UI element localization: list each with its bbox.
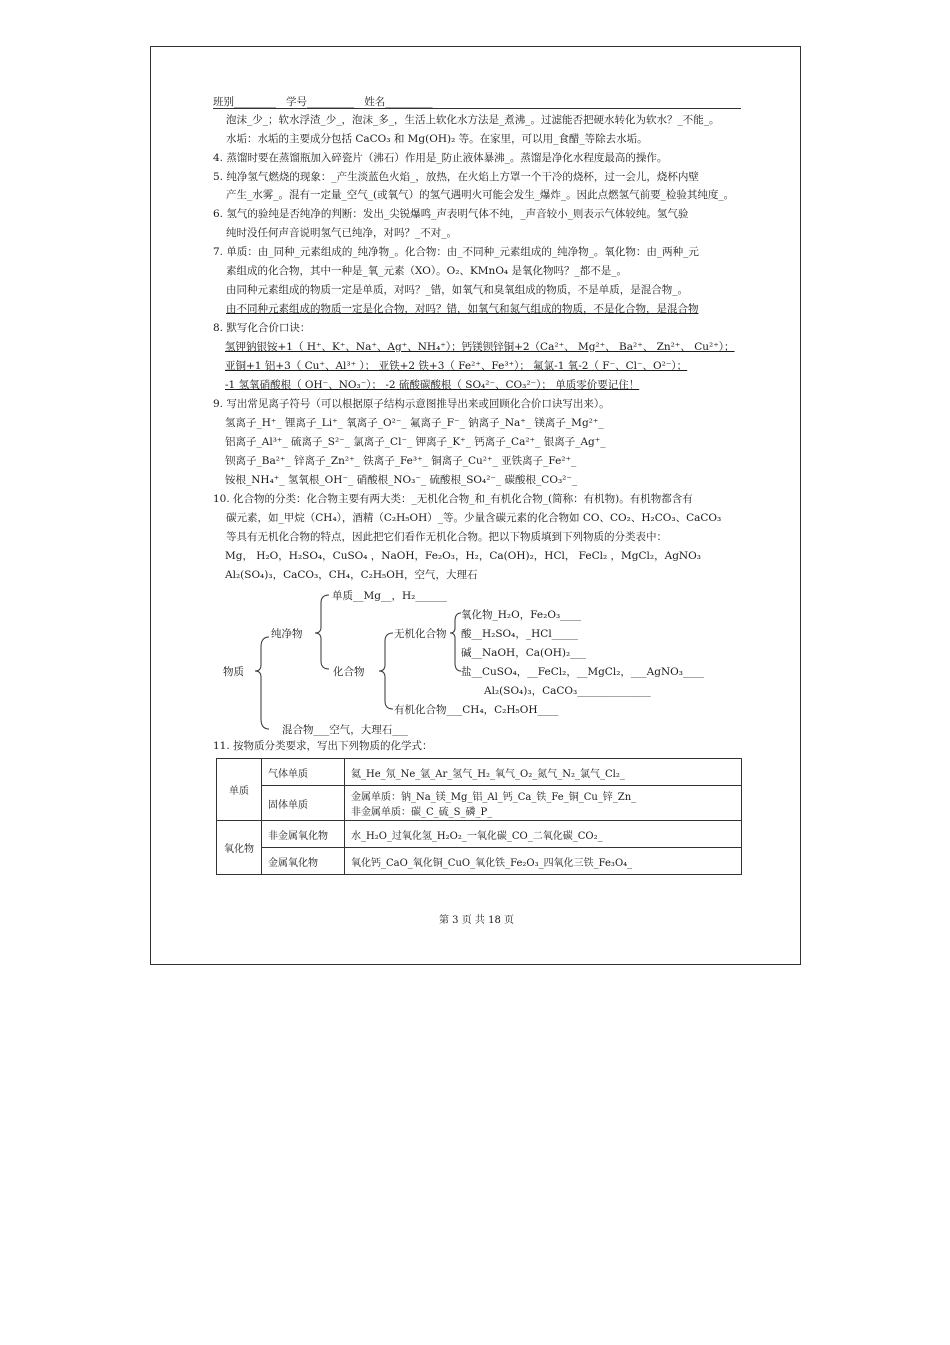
text-line: 钡离子_Ba²⁺_ 锌离子_Zn²⁺_ 铁离子_Fe³⁺_ 铜离子_Cu²⁺_ 亚铁离子_Fe²⁺_ [225, 455, 577, 467]
text-line: 氢离子_H⁺_ 锂离子_Li⁺_ 氧离子_O²⁻_ 氟离子_F⁻_ 钠离子_Na⁺_ 镁离子_Mg²⁺_ [225, 417, 604, 429]
text-line: Mg， H₂O，H₂SO₄，CuSO₄ ，NaOH，Fe₂O₃，H₂，Ca(OH)₂，HCl， FeCl₂ ，MgCl₂，AgNO₃ [225, 550, 701, 562]
table-cell-value: 水_H₂O_过氧化氢_H₂O₂_一氧化碳_CO_二氧化碳_CO₂_ [345, 821, 742, 848]
table-cell-value: 氦_He_氖_Ne_氩_Ar_氢气_H₂_氧气_O₂_氮气_N₂_氯气_Cl₂_ [345, 759, 742, 786]
tree-mixture: 混合物___空气，大理石___ [282, 724, 408, 736]
text-line: 铵根_NH₄⁺_ 氢氧根_OH⁻_ 硝酸根_NO₃⁻_ 硫酸根_SO₄²⁻_ 碳酸根_CO₃²⁻_ [225, 474, 578, 486]
table-cell-label: 固体单质 [262, 786, 345, 821]
tree-pure: 纯净物 [271, 628, 303, 640]
table-cell-category: 氧化物 [217, 821, 262, 875]
class-label: 班别________ [213, 96, 276, 108]
text-line: 素组成的化合物，其中一种是_氧_元素（XO）。O₂、KMnO₄ 是氧化物吗？_都不是_。 [226, 265, 627, 277]
id-label: 学号_________ [286, 96, 355, 108]
text-line: 纯时没任何声音说明氢气已纯净，对吗？_不对_。 [226, 227, 457, 239]
table-row [217, 786, 742, 821]
table-cell-category: 单质 [217, 759, 262, 821]
text-line: 由同种元素组成的物质一定是单质，对吗？_错，如氧气和臭氧组成的物质，不是单质，是混合物_。 [226, 284, 688, 296]
classification-table [216, 758, 742, 875]
tree-salt: 盐__CuSO₄，__FeCl₂，__MgCl₂，___AgNO₃____ [461, 666, 704, 678]
text-line: 8. 默写化合价口诀： [213, 322, 311, 334]
text-line: 泡沫_少_；软水浮渣_少_，泡沫_多_，生活上软化水方法是_煮沸_。过滤能否把硬水转化为软水？_不能_。 [226, 114, 720, 126]
tree-oxide: 氧化物_H₂O，Fe₂O₃____ [461, 609, 582, 621]
table-row [217, 821, 742, 848]
text-line: 5. 纯净氢气燃烧的现象：_产生淡蓝色火焰_，放热，在火焰上方罩一个干冷的烧杯，过一会儿，烧杯内壁 [213, 171, 699, 183]
text-line: 等具有无机化合物的特点，因此把它们看作无机化合物。把以下物质填到下列物质的分类表中： [226, 531, 667, 543]
text-line: 9. 写出常见离子符号（可以根据原子结构示意图推导出来或回顾化合价口诀写出来）。 [213, 398, 610, 410]
tree-organic: 有机化合物___CH₄，C₂H₅OH____ [394, 704, 559, 716]
tree-root: 物质 [223, 666, 244, 678]
document-page [150, 46, 801, 965]
text-line: 4. 蒸馏时要在蒸馏瓶加入碎瓷片（沸石）作用是_防止液体暴沸_。蒸馏是净化水程度最高的操作。 [213, 152, 668, 164]
table-cell-label: 非金属氧化物 [262, 821, 345, 848]
text-line: 亚铜+1 铝+3（ Cu⁺、Al³⁺ ）； 亚铁+2 铁+3（ Fe²⁺、Fe³⁺）； 氟氯-1 氧-2（ F⁻、Cl⁻、O²⁻）； [225, 360, 688, 372]
text-line: 碳元素，如_甲烷（CH₄），酒精（C₂H₅OH）_等。少量含碳元素的化合物如 CO、CO₂、H₂CO₃、CaCO₃ [226, 512, 722, 524]
text-line: 6. 氢气的验纯是否纯净的判断：发出_尖锐爆鸣_声表明气体不纯，_声音较小_则表示气体较纯。氢气验 [213, 208, 689, 220]
text-line: 11. 按物质分类要求，写出下列物质的化学式： [213, 740, 433, 752]
table-row [217, 848, 742, 875]
table-cell-value: 氧化钙_CaO_氧化铜_CuO_氧化铁_Fe₂O₃_四氧化三铁_Fe₃O₄_ [345, 848, 742, 875]
tree-salt-cont: Al₂(SO₄)₃，CaCO₃______________ [484, 685, 651, 697]
solid-nonmetal-line: 非金属单质：碳_C_硫_S_磷_P_ [351, 807, 493, 818]
text-line: 7. 单质：由_同种_元素组成的_纯净物_。化合物：由_不同种_元素组成的_纯净物_。氧化物：由_两种_元 [213, 246, 699, 258]
name-label: 姓名_________ [364, 96, 433, 108]
tree-acid: 酸__H₂SO₄，_HCl_____ [461, 628, 578, 640]
text-line: 产生_水雾_。混有一定量_空气_(或氧气）的氢气遇明火可能会发生_爆炸_。因此点燃氢气前要_检验其纯度_。 [226, 189, 735, 201]
text-line: 由不同种元素组成的物质一定是化合物，对吗？错，如氧气和氮气组成的物质，不是化合物，是混合物 [226, 303, 699, 315]
tree-base: 碱__NaOH，Ca(OH)₂___ [461, 647, 586, 659]
page-number: 第 3 页 共 18 页 [439, 915, 514, 926]
tree-element: 单质__Mg__，H₂______ [332, 590, 447, 602]
table-cell-value [345, 786, 742, 821]
tree-compound: 化合物 [333, 666, 365, 678]
text-line: Al₂(SO₄)₃，CaCO₃，CH₄，C₂H₅OH，空气，大理石 [225, 569, 478, 581]
table-cell-label: 金属氧化物 [262, 848, 345, 875]
text-line: 氢钾钠银铵+1（ H⁺、K⁺、Na⁺、Ag⁺、NH₄⁺）；钙镁钡锌铜+2（Ca²⁺、 Mg²⁺、 Ba²⁺、 Zn²⁺、 Cu²⁺）； [225, 341, 735, 353]
text-line: 10. 化合物的分类：化合物主要有两大类：_无机化合物_和_有机化合物_(简称：有机物)。有机物都含有 [213, 493, 693, 505]
text-line: -1 氢氧硝酸根（ OH⁻、NO₃⁻）； -2 硫酸碳酸根（ SO₄²⁻、CO₃²⁻）； 单质零价要记住！ [225, 379, 640, 391]
text-line: 铝离子_Al³⁺_ 硫离子_S²⁻_ 氯离子_Cl⁻_ 钾离子_K⁺_ 钙离子_Ca²⁺_ 银离子_Ag⁺_ [225, 436, 606, 448]
table-cell-label: 气体单质 [262, 759, 345, 786]
tree-inorganic: 无机化合物 [394, 628, 447, 640]
table-row [217, 759, 742, 786]
solid-metal-line: 金属单质：钠_Na_镁_Mg_铝_Al_钙_Ca_铁_Fe_铜_Cu_锌_Zn_ [351, 792, 637, 803]
text-line: 水垢：水垢的主要成分包括 CaCO₃ 和 Mg(OH)₂ 等。在家里，可以用_食醋_等除去水垢。 [226, 133, 648, 145]
